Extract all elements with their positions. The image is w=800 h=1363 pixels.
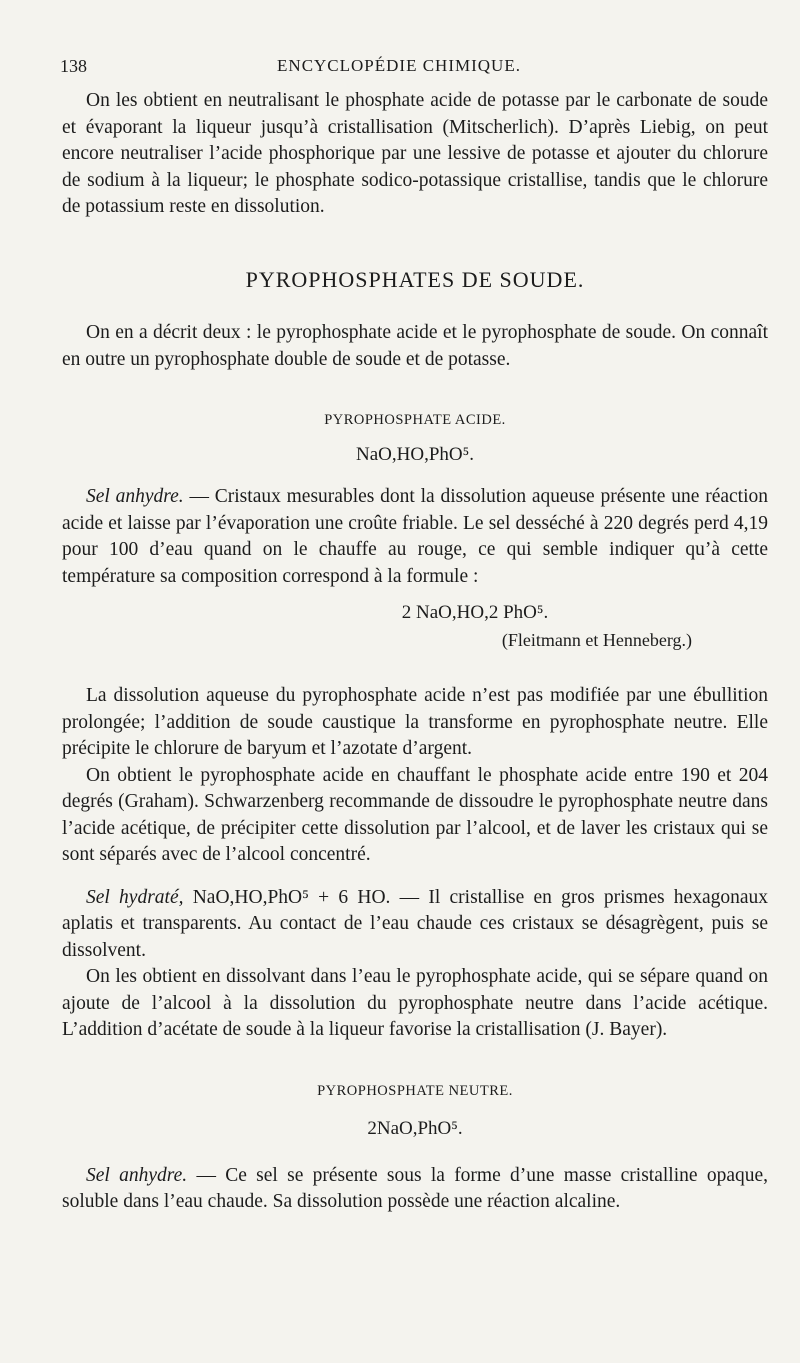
text-sel-hydrate: NaO,HO,PhO⁵ + 6 HO. — Il cristallise en gros prismes hexagonaux aplatis et transparents. Au contact de l’eau chaude ces cristaux se désagrègent, puis se dissolvent. [62, 886, 769, 961]
paragraph-sel-hydrate [62, 885, 768, 965]
formula-desseche: 2 NaO,HO,2 PhO⁵. [401, 602, 549, 623]
lead-sel-anhydre-neutre: Sel anhydre. [86, 1164, 188, 1186]
lead-sel-hydrate: Sel hydraté, [86, 886, 184, 908]
running-title: ENCYCLOPÉDIE CHIMIQUE. [277, 56, 521, 75]
paragraph-sel-anhydre-acide [62, 484, 768, 590]
page-number: 138 [60, 56, 87, 76]
text-sel-anhydre-neutre: — Ce sel se présente sous la forme d’une masse cristalline opaque, soluble dans l’eau chaude. Sa dissolution possède une réaction alcaline. [62, 1164, 768, 1212]
page-body [62, 88, 768, 1216]
paragraph-preparation: On les obtient en dissolvant dans l’eau le pyrophosphate acide, qui se sépare quand on ajoute de l’alcool à la dissolution du pyrophosphate neutre dans l’acide acétique. L’addition d’acétate de soude à la liqueur favorise la cristallisation (J. Bayer). [62, 966, 768, 1040]
lead-sel-anhydre: Sel anhydre. [86, 486, 184, 507]
attribution: (Fleitmann et Henneberg.) [501, 629, 692, 650]
paragraph-dissolution-aqueuse: La dissolution aqueuse du pyrophosphate acide n’est pas modifiée par une ébullition prolongée; l’addition de soude caustique la transforme en pyrophosphate neutre. Elle précipite le chlorure de baryum et l’azotate d’argent. [62, 685, 768, 759]
paragraph-obtention: On obtient le pyrophosphate acide en chauffant le phosphate acide entre 190 et 204 degrés (Graham). Schwarzenberg recommande de dissoudre le pyrophosphate neutre dans l’acide acétique, de précipiter cette dissolution par l’alcool, et de laver les cristaux qui se sont séparés avec de l’alcool concentré. [62, 764, 768, 865]
section-title: PYROPHOSPHATES DE SOUDE. [245, 266, 585, 292]
subsection-title-neutre: PYROPHOSPHATE NEUTRE. [317, 1082, 513, 1099]
formula-neutre: 2NaO,PhO⁵. [367, 1118, 463, 1139]
paragraph-intro: On en a décrit deux : le pyrophosphate acide et le pyrophosphate de soude. On connaît en outre un pyrophosphate double de soude et de potasse. [62, 322, 768, 370]
formula-acide: NaO,HO,PhO⁵. [356, 443, 474, 465]
page-header [60, 56, 738, 82]
paragraph-phosphate-sodico-potassique: On les obtient en neutralisant le phosphate acide de potasse par le carbonate de soude et évaporant la liqueur jusqu’à cristallisation (Mitscherlich). D’après Liebig, on peut encore neutraliser l’acide phosphorique par une lessive de potasse et ajouter du chlorure de sodium à la liqueur; le phosphate sodico-potassique cristallise, tandis que le chlorure de potassium reste en dissolution. [62, 90, 768, 217]
paragraph-sel-anhydre-neutre [62, 1163, 768, 1216]
subsection-title-acide: PYROPHOSPHATE ACIDE. [324, 412, 506, 428]
text-sel-anhydre: — Cristaux mesurables dont la dissolution aqueuse présente une réaction acide et laisse par l’évaporation une croûte friable. Le sel desséché à 220 degrés perd 4,19 pour 100 d’eau quand on le chauffe au rouge, ce qui semble indiquer qu’à cette température sa composition correspond à la formule : [62, 486, 768, 587]
